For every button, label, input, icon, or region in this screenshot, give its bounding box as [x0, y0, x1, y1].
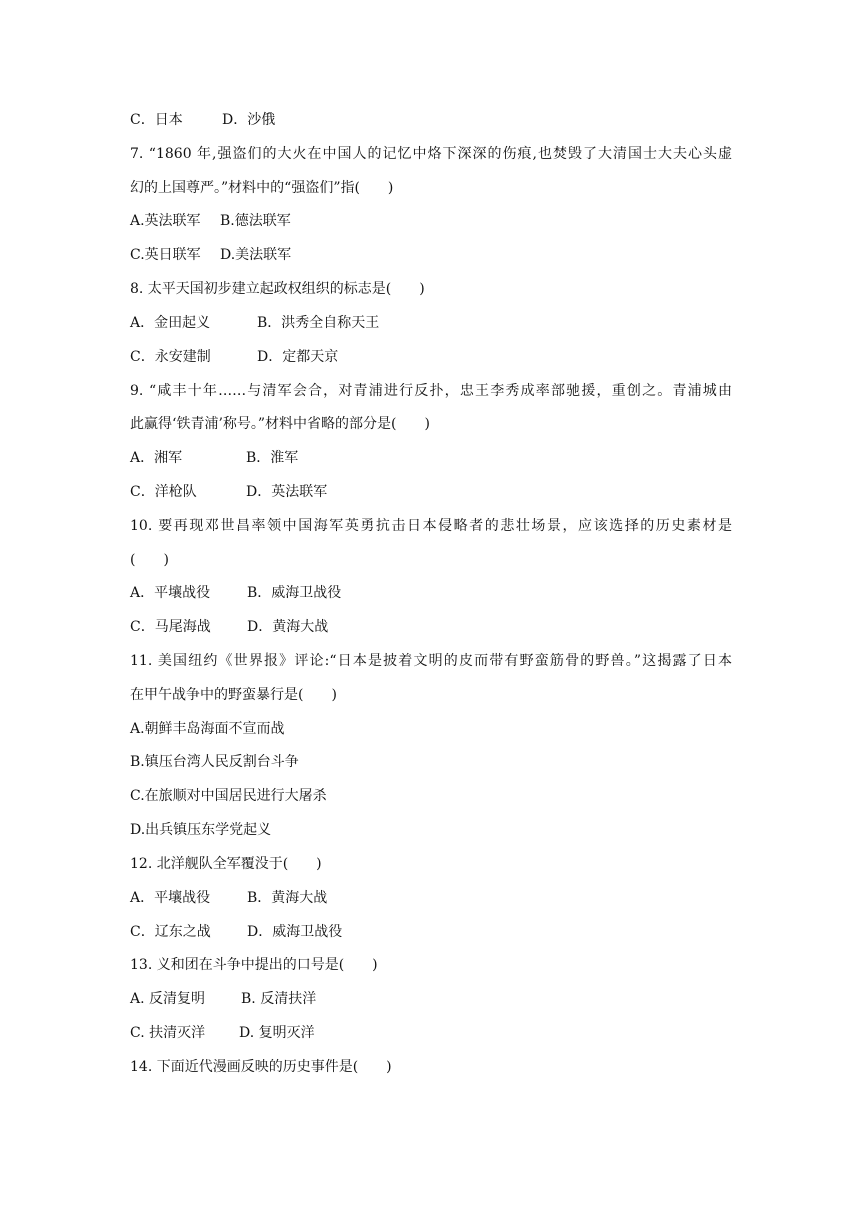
option-d: D．定都天京 — [257, 348, 339, 365]
option-c: C．马尾海战 — [130, 619, 211, 636]
option-c: C．日本 — [130, 112, 183, 128]
option-c: C.英日联军 — [130, 247, 201, 264]
option-a: A.英法联军 — [130, 213, 201, 230]
question-9-stem-cont: 此赢得‘铁青浦’称号。”材料中省略的部分是( ) — [130, 416, 430, 433]
option-d: D．英法联军 — [246, 483, 328, 500]
option-a: A.朝鲜丰岛海面不宣而战 — [130, 720, 285, 737]
question-8-stem: 8. 太平天国初步建立起政权组织的标志是( ) — [130, 281, 425, 298]
option-row — [130, 611, 734, 645]
question-14-stem: 14. 下面近代漫画反映的历史事件是( ) — [130, 1058, 392, 1075]
option-b: B. 反清扶洋 — [241, 991, 317, 1008]
option-b: B.德法联军 — [220, 213, 291, 230]
option-row — [130, 1017, 734, 1051]
option-row — [130, 104, 734, 138]
option-row — [130, 442, 734, 476]
option-row — [130, 983, 734, 1017]
option-a: A．湘军 — [130, 450, 183, 467]
option-d: D.出兵镇压东学党起义 — [130, 822, 272, 839]
question-7-stem-cont: 幻的上国尊严。”材料中的“强盗们”指( ) — [130, 179, 394, 196]
option-row — [130, 239, 734, 273]
option-c: C．洋枪队 — [130, 483, 197, 500]
question-list — [130, 104, 734, 1085]
option-row — [130, 205, 734, 239]
option-c: C．永安建制 — [130, 348, 211, 365]
option-d: D．沙俄 — [222, 112, 276, 128]
option-c: C．辽东之战 — [130, 923, 211, 940]
question-7-stem: 7. “1860 年,强盗们的大火在中国人的记忆中烙下深深的伤痕,也焚毁了大清国士大夫心头虚 — [130, 145, 732, 162]
option-d: D．黄海大战 — [247, 619, 329, 636]
option-a: A. 反清复明 — [130, 991, 206, 1008]
option-a: A．平壤战役 — [130, 889, 211, 906]
question-11-stem: 11. 美国纽约《世界报》评论:“日本是披着文明的皮而带有野蛮筋骨的野兽。”这揭露了日本 — [130, 653, 732, 669]
option-row — [130, 577, 734, 611]
option-b: B．淮军 — [246, 450, 299, 467]
question-9-stem: 9. “咸丰十年……与清军会合，对青浦进行反扑，忠王李秀成率部驰援，重创之。青浦城由 — [130, 382, 732, 399]
option-a: A．金田起义 — [130, 314, 211, 331]
option-row — [130, 307, 734, 341]
option-b: B．威海卫战役 — [247, 585, 342, 602]
option-b: B．洪秀全自称天王 — [257, 314, 380, 331]
question-11-stem-cont: 在甲午战争中的野蛮暴行是( ) — [130, 686, 337, 703]
question-10-stem: 10. 要再现邓世昌率领中国海军英勇抗击日本侵略者的悲壮场景，应该选择的历史素材是 — [130, 517, 732, 534]
question-13-stem: 13. 义和团在斗争中提出的口号是( ) — [130, 957, 378, 974]
option-row — [130, 341, 734, 375]
option-row — [130, 476, 734, 510]
option-d: D．威海卫战役 — [247, 923, 343, 940]
option-c: C. 扶清灭洋 — [130, 1024, 206, 1041]
option-b: B.镇压台湾人民反割台斗争 — [130, 754, 299, 771]
option-d: D. 复明灭洋 — [239, 1024, 315, 1041]
option-d: D.美法联军 — [220, 247, 292, 264]
question-12-stem: 12. 北洋舰队全军覆没于( ) — [130, 855, 322, 872]
option-a: A．平壤战役 — [130, 585, 211, 602]
option-row — [130, 916, 734, 950]
option-row — [130, 882, 734, 916]
option-b: B．黄海大战 — [247, 889, 328, 906]
question-10-stem-cont: ( ) — [130, 551, 169, 568]
option-c: C.在旅顺对中国居民进行大屠杀 — [130, 788, 327, 805]
